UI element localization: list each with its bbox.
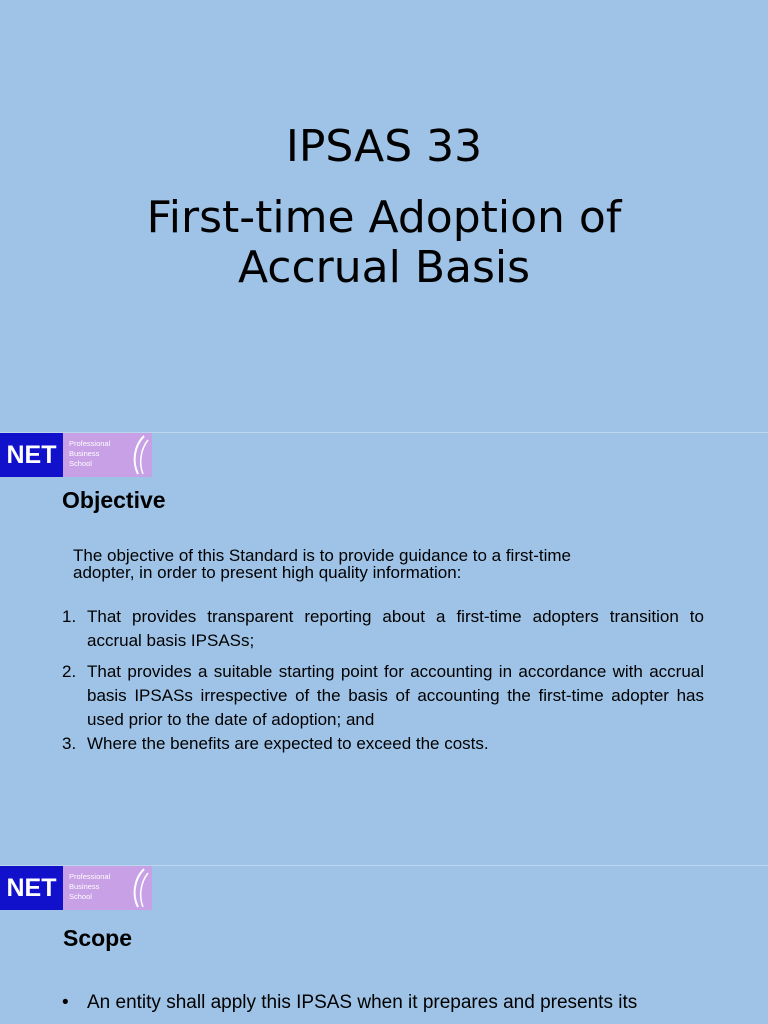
list-text: Where the benefits are expected to exceed the costs. [87, 734, 489, 753]
list-text: That provides a suitable starting point for accounting in accordance with accrual basis IPSASs irrespective of the basis of accounting the first-time adopter has used prior to the date of adoption; and [87, 662, 704, 729]
list-number: 3. [62, 734, 77, 753]
list-item [62, 605, 704, 653]
net-logo [0, 433, 152, 477]
logo-school-panel [63, 433, 152, 477]
logo-line-2: Business [69, 449, 100, 458]
subtitle-line-2: Accrual Basis [237, 242, 531, 293]
logo-school-panel [63, 866, 152, 910]
logo-line-1: Professional [69, 439, 111, 448]
net-logo [0, 866, 152, 910]
list-text: That provides transparent reporting about a first-time adopters transition to accrual basis IPSASs; [87, 607, 704, 650]
subtitle-line-1: First-time Adoption of [146, 192, 622, 243]
list-number: 2. [62, 662, 77, 681]
logo-net-text: NET [0, 433, 63, 477]
logo-line-3: School [69, 892, 92, 901]
scope-slide [0, 865, 768, 1024]
logo-school-text [69, 872, 110, 902]
logo-line-3: School [69, 459, 92, 468]
list-item [62, 989, 702, 1017]
logo-school-text [69, 439, 110, 469]
intro-line-1: The objective of this Standard is to provide guidance to a first-time [73, 546, 571, 565]
logo-net-text: NET [0, 866, 63, 910]
intro-line-2: adopter, in order to present high quality information: [73, 563, 462, 582]
objective-intro [73, 547, 713, 581]
logo-swoosh-icon [126, 434, 150, 476]
slide-title: IPSAS 33 [285, 121, 483, 172]
logo-swoosh-icon [126, 867, 150, 909]
title-slide [0, 0, 768, 432]
list-text: An entity shall apply this IPSAS when it prepares and presents its [87, 992, 638, 1013]
list-number: 1. [62, 607, 77, 626]
list-item [62, 732, 704, 756]
logo-line-1: Professional [69, 872, 111, 881]
objective-heading: Objective [62, 487, 166, 513]
list-item [62, 660, 704, 732]
bullet-icon: • [62, 992, 69, 1013]
slide-subtitle [0, 193, 768, 293]
scope-list [62, 989, 702, 1017]
objective-slide [0, 432, 768, 865]
logo-line-2: Business [69, 882, 100, 891]
objective-list [62, 605, 704, 763]
scope-heading: Scope [63, 925, 133, 951]
